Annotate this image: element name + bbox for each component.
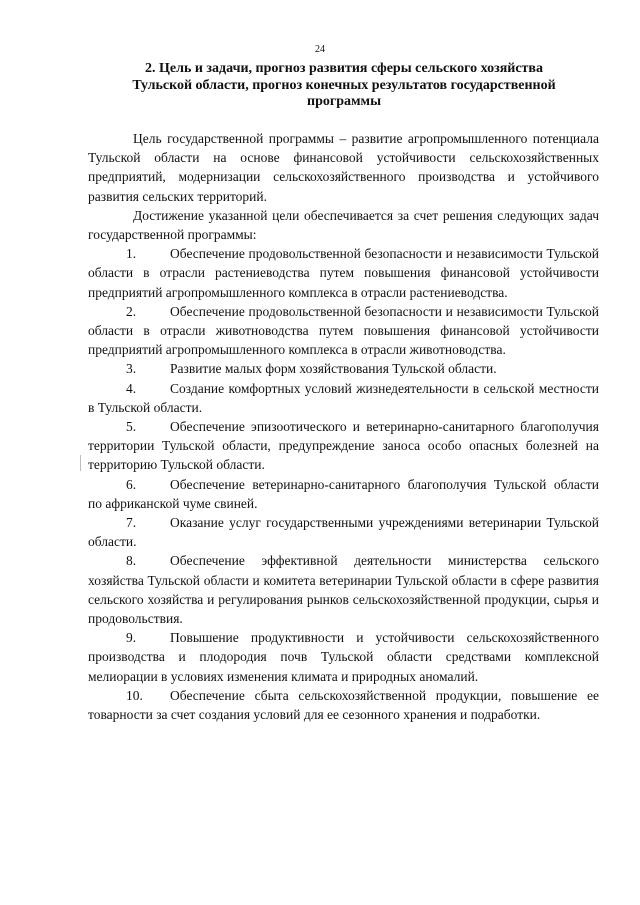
task-text: Обеспечение продовольственной безопасности и независимости Тульской области в отрасли животноводства путем повышения финансовой устойчивости предприятий агропромышленного комплекса в отрасли животноводства. <box>88 303 599 358</box>
task-text: Развитие малых форм хозяйствования Тульской области. <box>170 361 497 377</box>
task-number: 4. <box>126 380 137 396</box>
task-number: 3. <box>126 361 137 377</box>
task-item <box>88 244 599 302</box>
task-text: Обеспечение продовольственной безопасности и независимости Тульской области в отрасли растениеводства путем повышения финансовой устойчивости предприятий агропромышленного комплекса в отрасли растениеводства. <box>88 246 599 300</box>
section-heading <box>88 61 600 111</box>
task-item <box>88 359 599 378</box>
task-text: Повышение продуктивности и устойчивости сельскохозяйственного производства и плодородия почв Тульской области средствами комплексной мелиорации в условиях изменения климата и природных аномалий. <box>88 630 599 684</box>
task-item <box>88 417 599 475</box>
task-item <box>88 475 599 513</box>
task-item <box>88 302 599 360</box>
task-item <box>88 628 599 686</box>
task-text: Обеспечение эпизоотического и ветеринарно-санитарного благополучия территории Тульской области, предупреждение заноса особо опасных болезней на территорию Тульской области. <box>88 419 599 473</box>
document-body <box>88 129 599 724</box>
task-number: 7. <box>126 515 137 531</box>
task-item <box>88 513 599 551</box>
task-number: 10. <box>126 687 143 703</box>
intro-paragraph: Достижение указанной цели обеспечивается за счет решения следующих задач государственной программы: <box>88 207 599 243</box>
task-text: Обеспечение эффективной деятельности министерства сельского хозяйства Тульской области и комитета ветеринарии Тульской области в сфере развития сельского хозяйства и регулирования рынков сельскохозяйственной продукции, сырья и продовольствия. <box>88 553 599 627</box>
task-text: Создание комфортных условий жизнедеятельности в сельской местности в Тульской области. <box>88 380 599 415</box>
task-number: 6. <box>126 476 137 492</box>
task-item <box>88 686 599 724</box>
heading-line-2: Тульской области, прогноз конечных результатов государственной <box>132 77 556 93</box>
task-number: 8. <box>126 553 137 569</box>
task-number: 5. <box>126 419 137 435</box>
goal-paragraph: Цель государственной программы – развитие агропромышленного потенциала Тульской области на основе финансовой устойчивости сельскохозяйственных предприятий, модернизации сельскохозяйственного производства и устойчивого развития сельских территорий. <box>88 131 599 204</box>
task-text: Обеспечение сбыта сельскохозяйственной продукции, повышение ее товарности за счет создания условий для ее сезонного хранения и подработки. <box>88 687 599 723</box>
page-number: 24 <box>315 44 325 55</box>
task-item <box>88 551 599 628</box>
task-item <box>88 379 599 417</box>
margin-mark <box>80 455 81 471</box>
task-text: Обеспечение ветеринарно-санитарного благополучия Тульской области по африканской чуме свиней. <box>88 476 599 511</box>
heading-line-3: программы <box>307 94 381 109</box>
heading-line-1: 2. Цель и задачи, прогноз развития сферы сельского хозяйства <box>145 61 543 76</box>
task-number: 9. <box>126 630 137 646</box>
task-number: 1. <box>126 246 137 262</box>
task-number: 2. <box>126 303 137 319</box>
task-text: Оказание услуг государственными учреждениями ветеринарии Тульской области. <box>88 515 599 550</box>
